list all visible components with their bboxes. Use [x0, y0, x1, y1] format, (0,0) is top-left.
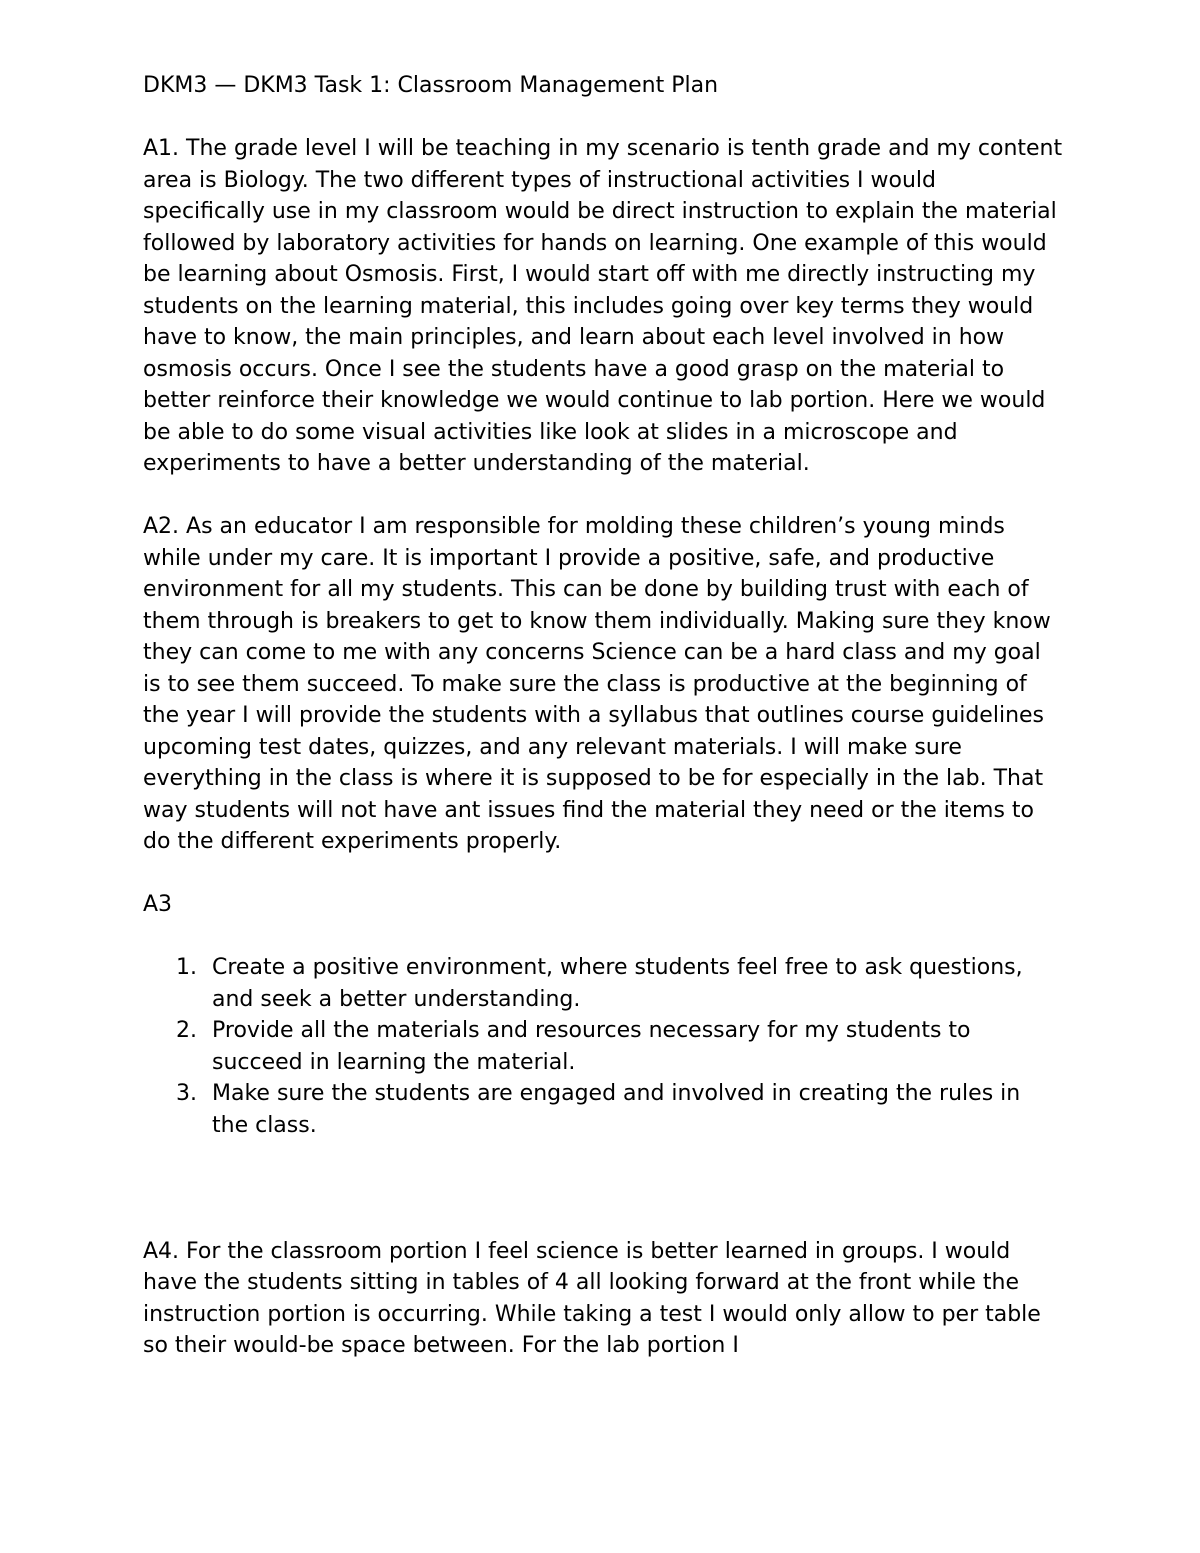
- list-item-number: 1.: [176, 955, 197, 980]
- paragraph-a2: A2. As an educator I am responsible for molding these children’s young minds while under my care. It is important I provide a positive, safe, and productive environment for all my students. This can be done by building trust with each of them through is breakers to get to know them individually. Making sure they know they can come to me with any concerns Science can be a hard class and my goal is to see them succeed. To make sure the class is productive at the beginning of the year I will provide the students with a syllabus that outlines course guidelines upcoming test dates, quizzes, and any relevant materials. I will make sure everything in the class is where it is supposed to be for especially in the lab. That way students will not have ant issues find the material they need or the items to do the different experiments properly.: [143, 514, 1051, 854]
- list-item: [176, 1078, 1063, 1141]
- paragraph-a1: A1. The grade level I will be teaching in my scenario is tenth grade and my content area is Biology. The two different types of instructional activities I would specifically use in my classroom would be direct instruction to explain the material followed by laboratory activities for hands on learning. One example of this would be learning about Osmosis. First, I would start off with me directly instructing my students on the learning material, this includes going over key terms they would have to know, the main principles, and learn about each level involved in how osmosis occurs. Once I see the students have a good grasp on the material to better reinforce their knowledge we would continue to lab portion. Here we would be able to do some visual activities like look at slides in a microscope and experiments to have a better understanding of the material.: [143, 136, 1063, 476]
- document-page: [143, 70, 1063, 1393]
- goals-list: [143, 952, 1063, 1141]
- list-item-number: 2.: [176, 1018, 197, 1043]
- spacer: [143, 1141, 1063, 1236]
- heading-a3: A3: [143, 892, 173, 917]
- paragraph-a4: A4. For the classroom portion I feel science is better learned in groups. I would have the students sitting in tables of 4 all looking forward at the front while the instruction portion is occurring. While taking a test I would only allow to per table so their would-be space between. For the lab portion I: [143, 1238, 1041, 1358]
- list-item-text: Create a positive environment, where students feel free to ask questions, and seek a better understanding.: [212, 955, 1023, 1012]
- list-item-text: Make sure the students are engaged and involved in creating the rules in the class.: [212, 1081, 1021, 1138]
- list-item-number: 3.: [176, 1081, 197, 1106]
- list-item-text: Provide all the materials and resources necessary for my students to succeed in learning the material.: [212, 1018, 971, 1075]
- list-item: [176, 1015, 1063, 1078]
- document-title: DKM3 — DKM3 Task 1: Classroom Management Plan: [143, 73, 719, 98]
- list-item: [176, 952, 1063, 1015]
